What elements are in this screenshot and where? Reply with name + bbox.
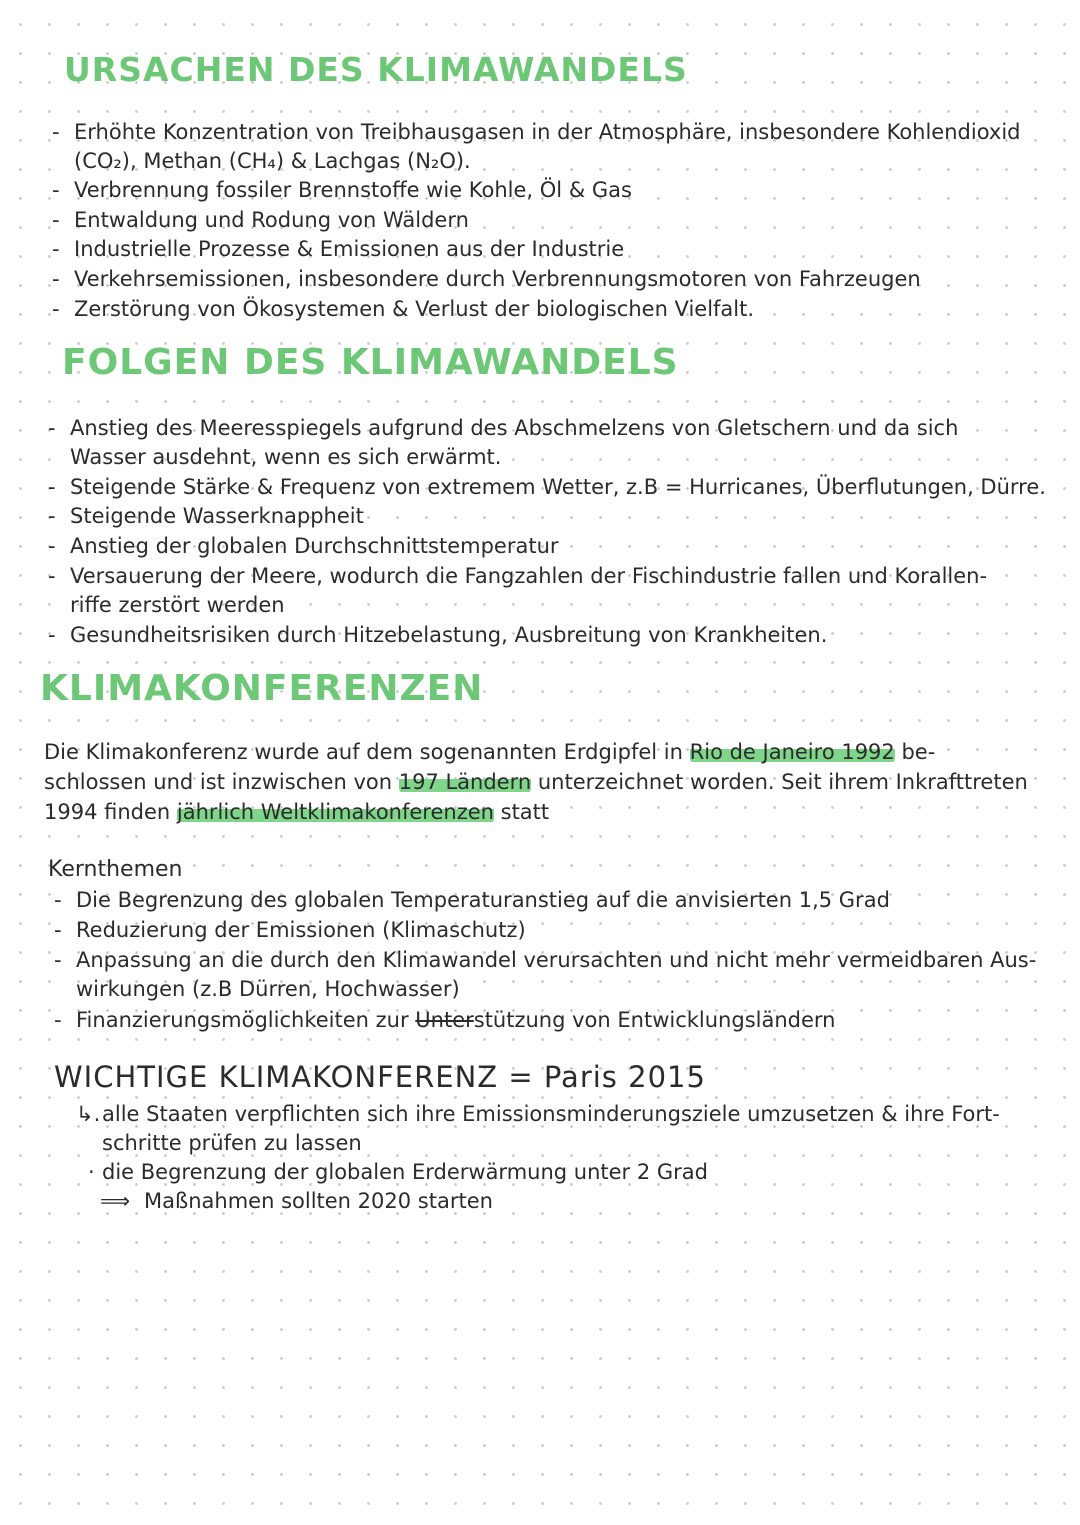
- struck-text: Unter: [415, 1008, 474, 1032]
- highlight: 197 Ländern: [398, 770, 532, 794]
- list-item: [52, 176, 632, 204]
- list-item: [54, 886, 890, 914]
- list-item-text: riffe zerstört werden: [70, 593, 285, 617]
- list-item: [52, 118, 1021, 146]
- text: be-: [894, 740, 936, 764]
- dash: -: [54, 918, 62, 942]
- list-item-text: Industrielle Prozesse & Emissionen aus der Industrie: [74, 237, 625, 261]
- list-item-text: Anstieg des Meeresspiegels aufgrund des Abschmelzens von Gletschern und da sich: [70, 416, 959, 440]
- list-item: [54, 1006, 835, 1034]
- dash: -: [48, 623, 56, 647]
- list-item-text: Verbrennung fossiler Brennstoffe wie Kohle, Öl & Gas: [74, 178, 632, 202]
- list-item: [48, 473, 1046, 501]
- list-item-text: wirkungen (z.B Dürren, Hochwasser): [76, 977, 460, 1001]
- dash: -: [48, 504, 56, 528]
- text: unterzeichnet worden. Seit ihrem Inkrafttreten: [531, 770, 1028, 794]
- dash: -: [52, 237, 60, 261]
- paragraph-line: [44, 738, 935, 766]
- dash: -: [52, 120, 60, 144]
- text: Die Klimakonferenz wurde auf dem sogenannten Erdgipfel in: [44, 740, 690, 764]
- heading-klimakonferenzen: KLIMAKONFERENZEN: [40, 668, 484, 709]
- list-item: [48, 621, 827, 649]
- list-item: [52, 295, 754, 323]
- list-item-text: Gesundheitsrisiken durch Hitzebelastung, Ausbreitung von Krankheiten.: [70, 623, 828, 647]
- list-item-text: Anstieg der globalen Durchschnittstemperatur: [70, 534, 559, 558]
- arrow-item-continuation: [102, 1129, 362, 1157]
- dash: -: [54, 1008, 62, 1032]
- implication-item: [100, 1187, 493, 1215]
- list-item-text: Steigende Wasserknappheit: [70, 504, 364, 528]
- list-item: [52, 235, 624, 263]
- list-item-continuation: [70, 443, 501, 471]
- list-item: [48, 414, 958, 442]
- text: schritte prüfen zu lassen: [102, 1131, 362, 1155]
- bullet-item: [88, 1158, 708, 1186]
- list-item: [48, 532, 559, 560]
- list-item: [52, 265, 921, 293]
- list-item-text: (CO₂), Methan (CH₄) & Lachgas (N₂O).: [74, 149, 471, 173]
- list-item-text: stützung von Entwicklungsländern: [473, 1008, 836, 1032]
- list-item-text: Zerstörung von Ökosystemen & Verlust der biologischen Vielfalt.: [74, 297, 755, 321]
- list-item-text: Finanzierungsmöglichkeiten zur: [76, 1008, 416, 1032]
- list-item-text: Entwaldung und Rodung von Wäldern: [74, 208, 469, 232]
- implies-arrow-icon: ⟹: [100, 1189, 131, 1213]
- list-item-continuation: [70, 591, 285, 619]
- arrow-item: [76, 1100, 1000, 1128]
- dash: -: [48, 475, 56, 499]
- list-item-text: Versauerung der Meere, wodurch die Fangzahlen der Fischindustrie fallen und Korallen-: [70, 564, 988, 588]
- heading-folgen: FOLGEN DES KLIMAWANDELS: [62, 342, 679, 383]
- text: statt: [493, 800, 550, 824]
- list-item: [52, 206, 469, 234]
- list-item-text: Reduzierung der Emissionen (Klimaschutz): [76, 918, 526, 942]
- list-item-text: Verkehrsemissionen, insbesondere durch Verbrennungsmotoren von Fahrzeugen: [74, 267, 921, 291]
- text: alle Staaten verpflichten sich ihre Emissionsminderungsziele umzusetzen & ihre Fort-: [102, 1102, 1000, 1126]
- dash: -: [48, 416, 56, 440]
- dash: -: [48, 564, 56, 588]
- dash: -: [54, 888, 62, 912]
- list-item-continuation: [76, 975, 460, 1003]
- list-item-continuation: [74, 147, 471, 175]
- dash: -: [52, 267, 60, 291]
- dash: -: [52, 178, 60, 202]
- heading-ursachen: URSACHEN DES KLIMAWANDELS: [64, 50, 688, 89]
- dash: -: [54, 948, 62, 972]
- paris-title: WICHTIGE KLIMAKONFERENZ = Paris 2015: [54, 1060, 706, 1094]
- dash: -: [52, 208, 60, 232]
- list-item-text: Wasser ausdehnt, wenn es sich erwärmt.: [70, 445, 502, 469]
- highlight: Rio de Janeiro 1992: [689, 740, 895, 764]
- list-item-text: Die Begrenzung des globalen Temperaturanstieg auf die anvisierten 1,5 Grad: [76, 888, 890, 912]
- list-item: [48, 562, 987, 590]
- paragraph-line: [44, 768, 1028, 796]
- dash: -: [52, 297, 60, 321]
- list-item-text: Steigende Stärke & Frequenz von extremem Wetter, z.B = Hurricanes, Überflutungen, Dürre.: [70, 475, 1046, 499]
- list-item-text: Erhöhte Konzentration von Treibhausgasen in der Atmosphäre, insbesondere Kohlendioxid: [74, 120, 1021, 144]
- text: schlossen und ist inzwischen von: [44, 770, 399, 794]
- highlight: jährlich Weltklimakonferenzen: [176, 800, 494, 824]
- text: Maßnahmen sollten 2020 starten: [144, 1189, 493, 1213]
- arrow-icon: ↳.: [76, 1102, 101, 1126]
- list-item: [48, 502, 364, 530]
- bullet-icon: ·: [88, 1160, 95, 1184]
- list-item-text: Anpassung an die durch den Klimawandel verursachten und nicht mehr vermeidbaren Aus-: [76, 948, 1037, 972]
- subheading-kernthemen: Kernthemen: [48, 857, 183, 882]
- list-item: [54, 916, 526, 944]
- list-item: [54, 946, 1036, 974]
- text: 1994 finden: [44, 800, 177, 824]
- paragraph-line: [44, 798, 549, 826]
- dash: -: [48, 534, 56, 558]
- text: die Begrenzung der globalen Erderwärmung unter 2 Grad: [102, 1160, 709, 1184]
